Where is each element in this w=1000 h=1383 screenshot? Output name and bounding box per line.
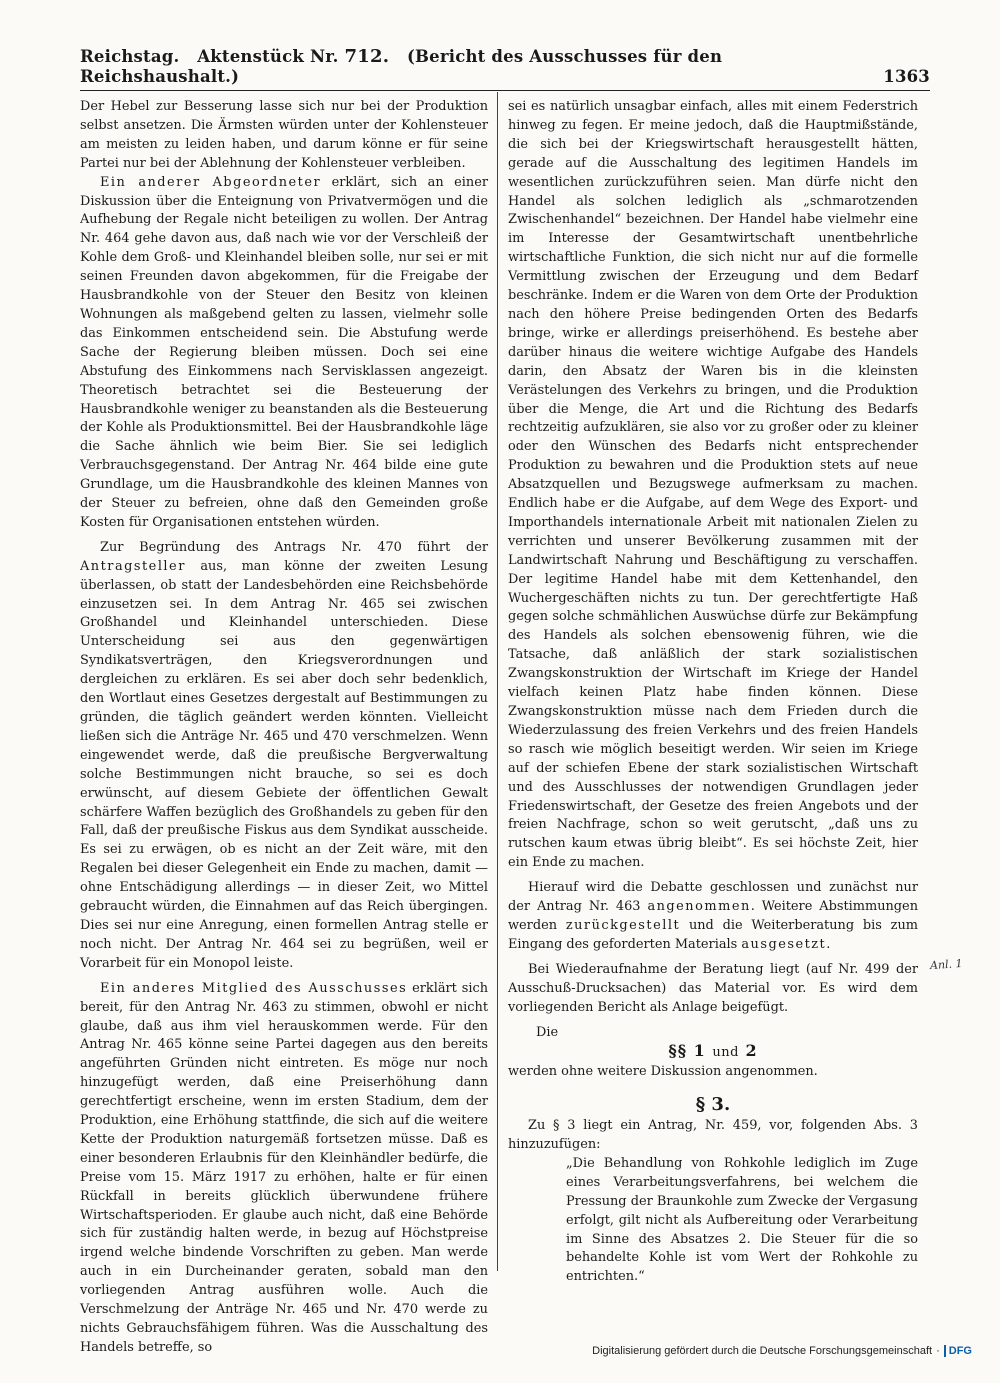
die-line: Die	[536, 1024, 559, 1040]
right-paragraph-2	[508, 879, 918, 955]
running-header	[80, 46, 930, 91]
right-column	[508, 98, 918, 1285]
paragraph-text: erklärt, sich an einer Diskussion über die Enteignung von Privatvermögen und die Aufhebung der Regale nicht beteiligen zu wollen. Der Antrag Nr. 464 gehe davon aus, daß nach wie vor der Verschleiß der Kohle dem Groß- und Kleinhandel bleiben solle, nur sei er mit seinen Freunden davon abgekommen, für die Freigabe der Hausbrandkohle von der Steuer den Besitz von kleinen Wohnungen als maßgebend gelten zu lassen, vielmehr solle das Einkommen entscheidend sein. Die Abstufung werde Sache der Regierung bleiben müssen. Doch sei eine Abstufung des Einkommens nach Servisklassen angezeigt. Theoretisch betrachtet sei die Besteuerung der Hausbrandkohle weniger zu beanstanden als die Besteuerung der Kohle als Produktionsmittel. Bei der Hausbrandkohle läge die Sache ähnlich wie beim Bier. Sie sei lediglich Verbrauchsgegenstand. Der Antrag Nr. 464 bilde eine gute Grundlage, um die Hausbrandkohle des kleinen Mannes von der Steuer zu befreien, ohne daß den Gemeinden große Kosten für Organisationen entstehen würden.	[80, 174, 488, 530]
left-paragraph-4	[80, 980, 488, 1358]
section-3-heading: § 3.	[695, 1094, 731, 1116]
header-nr-value: 712.	[344, 46, 390, 67]
column-divider	[497, 92, 498, 1271]
footer-text: Digitalisierung gefördert durch die Deutsche Forschungsgemeinschaft	[592, 1345, 933, 1357]
spaced-word: angenommen	[647, 899, 751, 915]
header-title	[80, 46, 883, 86]
speaker-lead: Ein anderer Abgeordneter	[100, 174, 322, 190]
footer-credit	[592, 1345, 972, 1357]
paragraph-text: . Weitere Abstimmungen werden	[508, 899, 918, 933]
page-number: 1363	[883, 67, 930, 86]
section-und: und	[712, 1045, 739, 1061]
spaced-word: ausgesetzt	[741, 936, 827, 952]
paragraph-text: erklärt sich bereit, für den Antrag Nr. 463 zu stimmen, obwohl er nicht glaube, daß aus ihm viel herauskommen werde. Für den Antrag Nr. 465 könne seine Partei dagegen aus den bereits angeführten Gründen nicht eintreten. Es möge nur noch hinzugefügt werden, daß eine Preiserhöhung dann gerechtfertigt erscheine, wenn im ersten Stadium, dem der Produktion, eine Erhöhung stattfinde, die sich auf die weitere Kette der Produktion naturgemäß fortsetzen müsse. Daß es einer besonderen Erlaubnis für den Kleinhändler bedürfe, die Preise vom 15. März 1917 zu erhöhen, halte er für einen Rückfall in bereits glücklich überwundene frühere Wirtschaftsperioden. Er glaube auch nicht, daß eine Behörde sich für zuständig halten werde, in bezug auf Höchstpreise irgend welche bindende Vorschriften zu geben. Man werde auch in ein Durcheinander geraten, sobald man den vorliegenden Antrag ausführen wolle. Auch die Verschmelzung der Anträge Nr. 465 und Nr. 470 werde zu nichts Gebrauchsfähigem führen. Was die Ausschaltung des Handels betreffe, so	[80, 980, 488, 1355]
section-label: §§ 1	[668, 1041, 706, 1061]
paragraph-pre: Zur Begründung des Antrags Nr. 470 führt der	[100, 539, 488, 555]
separator: ·	[936, 1345, 940, 1357]
right-paragraph-1: sei es natürlich unsagbar einfach, alles mit einem Federstrich hinweg zu fegen. Er meine jedoch, daß die Hauptmißstände, die sich bei der Kriegswirtschaft herausgestellt hätten, gerade auf die Ausschaltung des legitimen Handels im wesentlichen zurückzuführen seien. Man dürfe nicht den Handel als solchen lediglich als „schmarotzenden Zwischenhandel“ bezeichnen. Der Handel habe vielmehr eine im Interesse der Gesamtwirtschaft unentbehrliche wirtschaftliche Funktion, die sich nicht nur auf die formelle Vermittlung zwischen der Erzeugung und dem Bedarf beschränke. Indem er die Waren von dem Orte der Produktion nach den höhere Preise bedingenden Orten des Bedarfs bringe, wirke er allerdings preiserhöhend. Es bestehe aber darüber hinaus die weitere wichtige Aufgabe des Handels darin, den Absatz der Waren bis in die kleinsten Verästelungen des Verkehrs zu bringen, und die Produktion über die Menge, die Art und die Richtung des Bedarfs rechtzeitig aufzuklären, sie also vor zu großer oder zu kleiner oder den Wünschen des Bedarfs nicht entsprechender Produktion zu bewahren und die Produktion stets auf neue Absatzquellen und Bezugswege aufmerksam zu machen. Endlich habe er die Aufgabe, auf dem Wege des Export- und Importhandels internationale Arbeit mit nationalen Zielen zu verrichten und unserer Bevölkerung zusammen mit der Landwirtschaft Nahrung und Beschäftigung zu verschaffen. Der legitime Handel habe mit dem Kettenhandel, den Wuchergeschäften nichts zu tun. Der gerechtfertigte Haß gegen solche schmählichen Auswüchse dürfe zur Bekämpfung des Handels als solchen ebensowenig führen, wie die Tatsache, daß anläßlich der stark sozialistischen Zwangskonstruktion der Wirtschaft im Kriege der Handel vielfach keinen Platz habe finden können. Diese Zwangskonstruktion müsse nach dem Frieden durch die Wiederzulassung des freien Verkehrs und des freien Handels so rasch wie möglich beseitigt werden. Wir seien im Kriege auf der schiefen Ebene der stark sozialistischen Wirtschaft und des Ausschlusses der notwendigen Grundlagen jeder Friedenswirtschaft, der Gesetze des freien Angebots und der freien Nachfrage, schon so weit gerutscht, „daß uns zu rutschen kaum etwas übrig bleibt“. Es sei höchste Zeit, hier ein Ende zu machen.	[508, 99, 918, 871]
margin-annotation: Anl. 1	[929, 956, 963, 973]
section-1-2-text: werden ohne weitere Diskussion angenommen.	[508, 1064, 818, 1080]
right-paragraph-3: Bei Wiederaufnahme der Beratung liegt (auf Nr. 499 der Ausschuß-Drucksachen) das Material vor. Es wird dem vorliegenden Bericht als Anlage beigefügt.	[508, 961, 918, 1015]
left-column	[80, 98, 488, 1355]
quoted-amendment: „Die Behandlung von Rohkohle lediglich im Zuge eines Verarbeitungsverfahrens, bei welchem die Pressung der Braunkohle zum Zwecke der Vergasung erfolgt, gilt nicht als Aufbereitung oder Verarbeitung im Sinne des Absatzes 2. Die Steuer für die so behandelte Kohle ist vom Wert der Rohkohle zu entrichten.“	[566, 1155, 918, 1285]
speaker-lead: Antragsteller	[80, 558, 186, 574]
dfg-logo-icon: DFG	[944, 1345, 972, 1357]
section-1-2-heading	[508, 1042, 918, 1063]
paragraph-text: Hierauf wird die Debatte geschlossen und zunächst nur der Antrag Nr. 463	[508, 880, 918, 915]
paragraph-text: aus, man könne der zweiten Lesung überlassen, ob statt der Landesbehörden eine Reichsbehörde einzusetzen sei. In dem Antrag Nr. 465 sei zwischen Großhandel und Kleinhandel unterschieden. Diese Unterscheidung sei aus den gegenwärtigen Syndikatsverträgen, den Kriegsverordnungen und dergleichen zu erklären. Es sei aber doch sehr bedenklich, den Wortlaut eines Gesetzes dergestalt auf Bestimmungen zu gründen, die täglich geändert werden könnten. Vielleicht ließen sich die Anträge Nr. 465 und 470 verschmelzen. Wenn eingewendet werde, daß die preußische Bergverwaltung solche Bestimmungen nicht brauche, so sei es doch erwünscht, auf diesem Gebiete der öffentlichen Gewalt schärfere Waffen bezüglich des Großhandels zu geben für den Fall, daß der preußische Fiskus aus dem Syndikat ausscheide. Es sei zu erwägen, ob es nicht an der Zeit wäre, mit den Regalen bei dieser Gelegenheit ein Ende zu machen, damit — ohne Entschädigung allerdings — in dieser Zeit, wo Mittel gebraucht würden, die Einnahmen auf das Reich übergingen. Dies sei nur eine Anregung, einen formellen Antrag stelle er noch nicht. Der Antrag Nr. 464 sei zu begrüßen, weil er Vorarbeit für ein Monopol leiste.	[80, 558, 488, 971]
paragraph-text: und die Weiterberatung bis zum Eingang des geforderten Materials	[508, 917, 918, 952]
left-paragraph-3	[80, 539, 488, 974]
paragraph-text: .	[826, 936, 831, 952]
left-paragraph-1: Der Hebel zur Besserung lasse sich nur bei der Produktion selbst ansetzen. Die Ärmsten würden unter der Kohlensteuer am meisten zu leiden haben, und darum könne er für seine Partei nur bei der Ablehnung der Kohlensteuer verbleiben.	[80, 99, 488, 171]
header-aktenstueck: Aktenstück	[197, 47, 304, 66]
section-two: 2	[745, 1041, 758, 1061]
header-nr-label: Nr.	[309, 47, 339, 66]
left-paragraph-2	[80, 174, 488, 533]
header-prefix: Reichstag.	[80, 47, 180, 66]
speaker-lead: Ein anderes Mitglied des Ausschusses	[100, 980, 408, 996]
header-subtitle: (Bericht des Ausschusses für den Reichshaushalt.)	[80, 47, 723, 86]
spaced-word: zurückgestellt	[565, 917, 681, 933]
right-paragraph-4: Zu § 3 liegt ein Antrag, Nr. 459, vor, folgenden Abs. 3 hinzuzufügen:	[508, 1118, 918, 1153]
